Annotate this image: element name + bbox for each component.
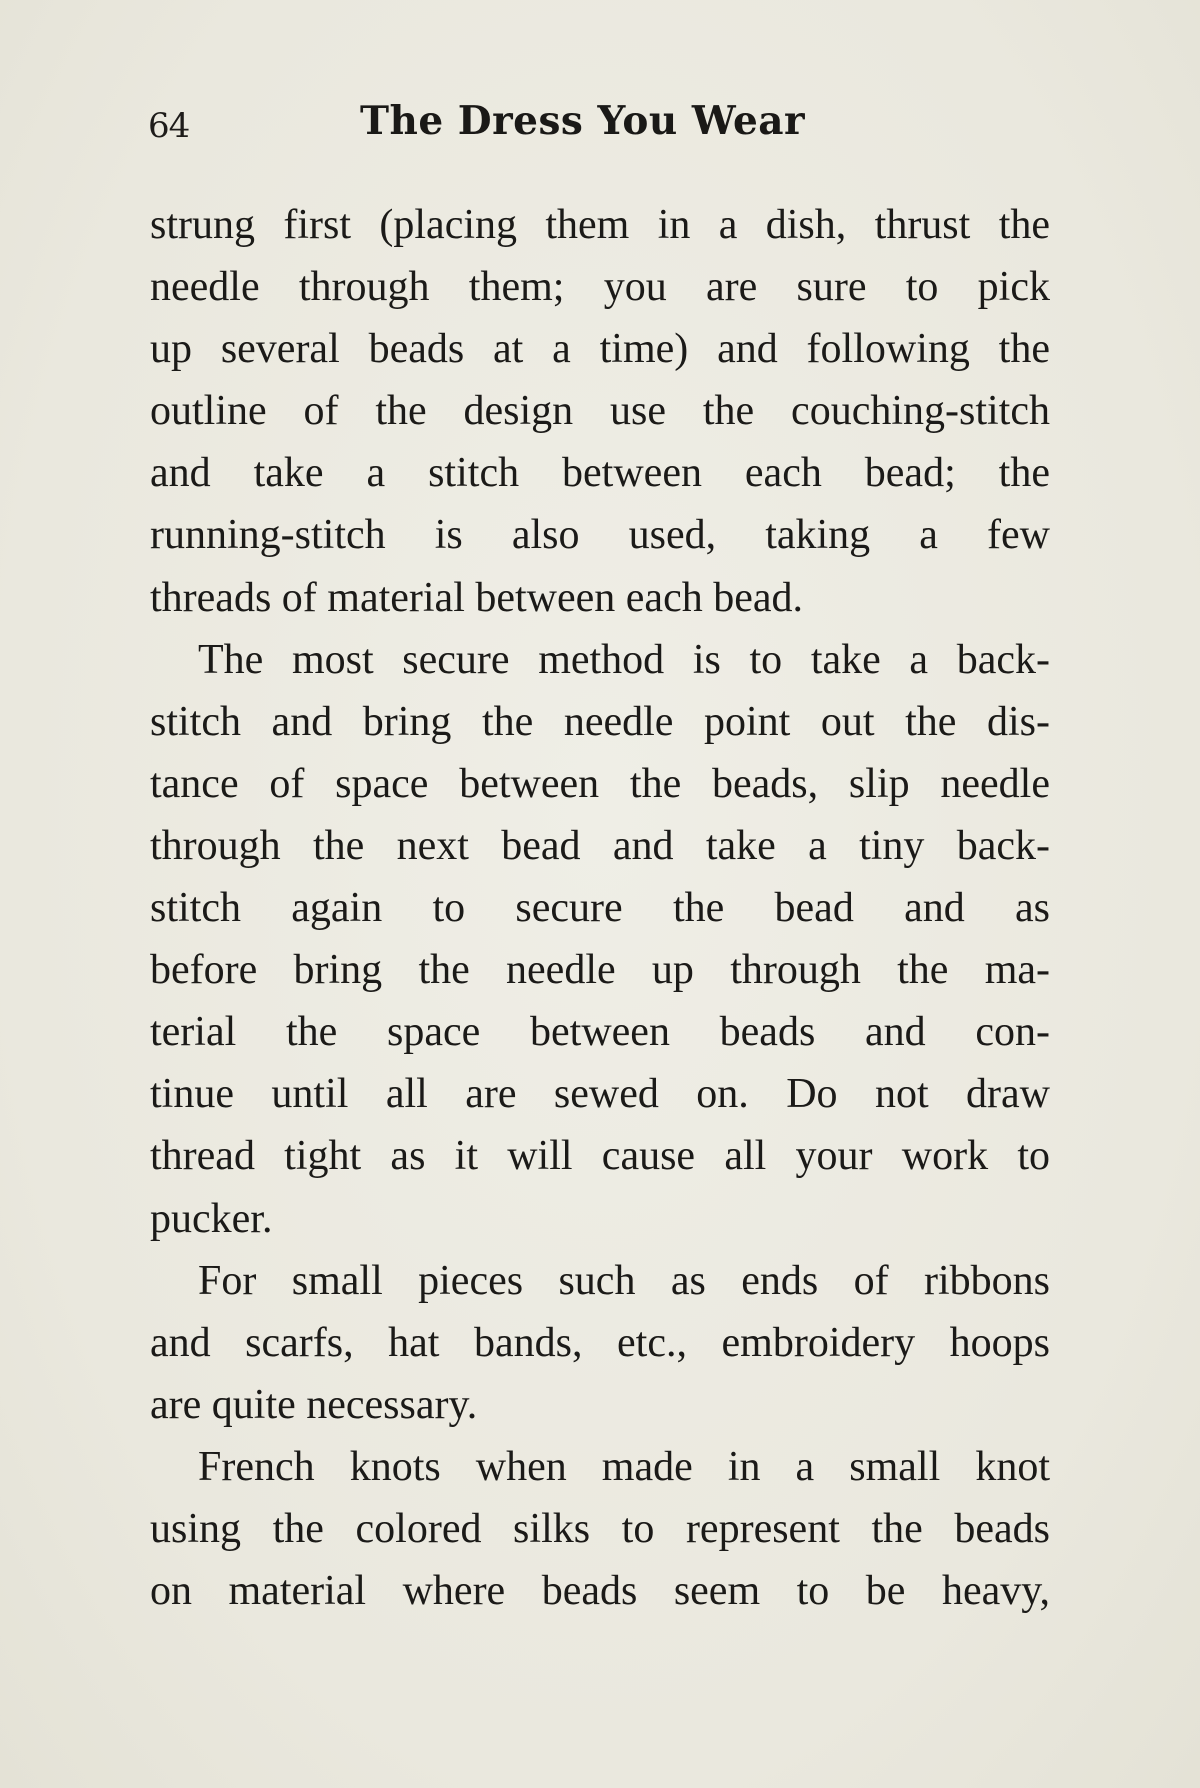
text-line: French knots when made in a small knot — [198, 1443, 1050, 1490]
text-line: The most secure method is to take a back- — [198, 636, 1050, 683]
text-line: on material where beads seem to be heavy, — [150, 1568, 1050, 1615]
text-line: terial the space between beads and con- — [150, 1009, 1050, 1056]
text-line: thread tight as it will cause all your work to — [150, 1133, 1050, 1180]
page-number: 64 — [148, 106, 190, 146]
page-header — [148, 96, 1050, 156]
text-line: tinue until all are sewed on. Do not draw — [150, 1071, 1050, 1118]
text-line: through the next bead and take a tiny back- — [150, 822, 1050, 869]
text-line: threads of material between each bead. — [150, 574, 803, 621]
text-line: running-stitch is also used, taking a few — [150, 512, 1050, 559]
text-line: For small pieces such as ends of ribbons — [198, 1257, 1050, 1304]
text-line: before bring the needle up through the ma- — [150, 947, 1050, 994]
text-line: tance of space between the beads, slip needle — [150, 760, 1050, 807]
text-line: pucker. — [150, 1195, 273, 1242]
text-line: and take a stitch between each bead; the — [150, 450, 1050, 497]
running-title: The Dress You Wear — [360, 98, 806, 144]
text-line: outline of the design use the couching-stitch — [150, 388, 1050, 435]
text-line: strung first (placing them in a dish, thrust the — [150, 202, 1050, 248]
text-line: up several beads at a time) and following the — [150, 326, 1050, 373]
text-line: stitch and bring the needle point out the dis- — [150, 698, 1050, 745]
text-line: using the colored silks to represent the beads — [150, 1505, 1050, 1552]
body-text — [150, 200, 1050, 1628]
text-line: needle through them; you are sure to pick — [150, 264, 1050, 311]
text-line: stitch again to secure the bead and as — [150, 885, 1050, 932]
text-line: and scarfs, hat bands, etc., embroidery hoops — [150, 1319, 1050, 1366]
text-line: are quite necessary. — [150, 1381, 478, 1428]
